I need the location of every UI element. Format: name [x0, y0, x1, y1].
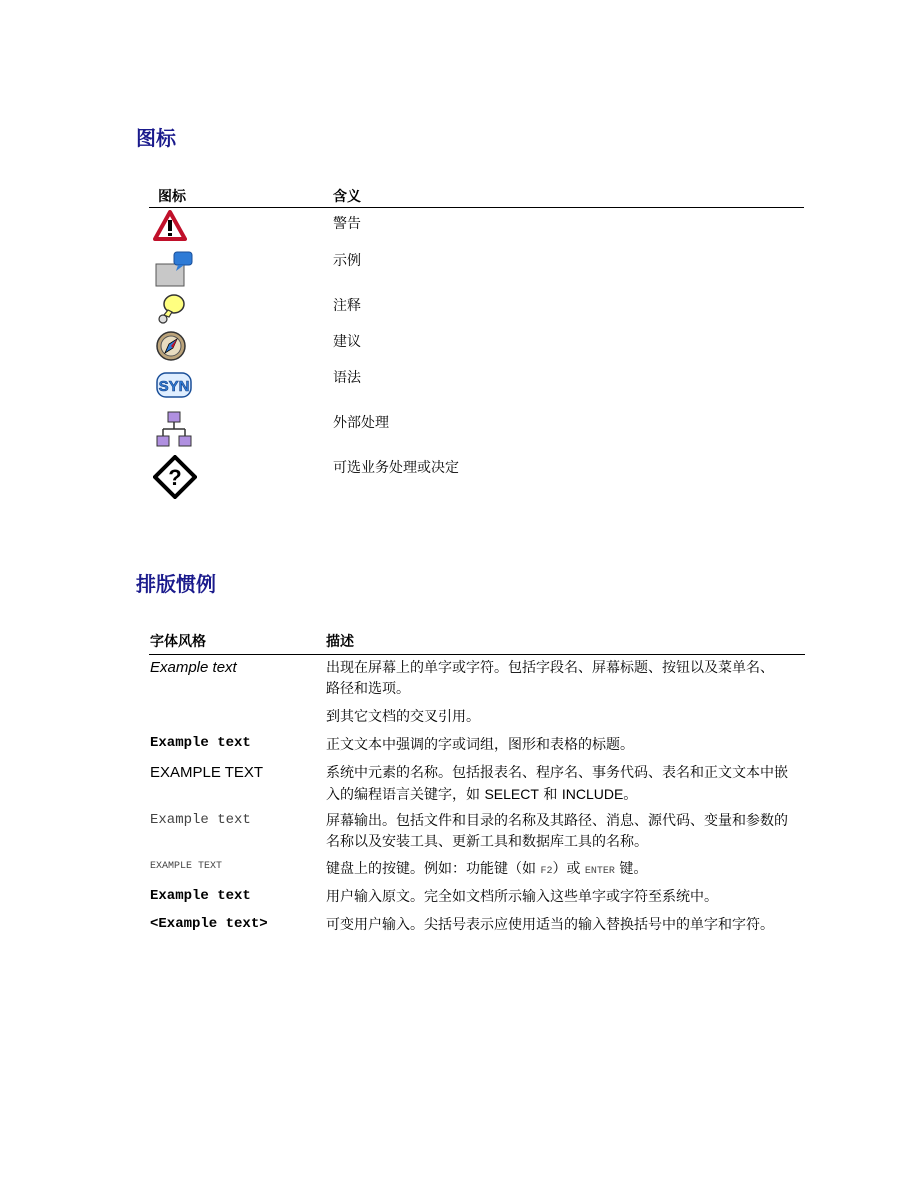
recommendation-icon: [155, 330, 187, 366]
note-icon: [156, 293, 186, 329]
conventions-section-title: 排版惯例: [136, 572, 216, 596]
icon-label-recommendation: 建议: [333, 334, 361, 350]
business-decision-icon: [153, 455, 197, 503]
desc-screen-output: 屏幕输出。包括文件和目录的名称及其路径、消息、源代码、变量和参数的名称以及安装工具、更新工具和数据库工具的名称。: [326, 813, 788, 850]
desc-variable-input: 可变用户输入。尖括号表示应使用适当的输入替换括号中的单字和字符。: [326, 917, 774, 933]
icon-label-warning: 警告: [333, 216, 361, 232]
icons-section-title: 图标: [136, 126, 176, 150]
style-example-keys: EXAMPLE TEXT: [150, 861, 223, 872]
conventions-header-desc: 描述: [326, 634, 354, 650]
external-process-icon: [155, 410, 195, 454]
desc-keys: 键盘上的按键。例如：功能键（如 F2）或 ENTER 键。: [326, 861, 648, 877]
icon-label-note: 注释: [333, 298, 361, 314]
warning-icon: [153, 210, 187, 246]
icons-header-icon: 图标: [158, 189, 186, 205]
svg-text:?: ?: [168, 465, 182, 490]
style-example-emphasis: Example text: [150, 735, 251, 751]
icon-label-external-process: 外部处理: [333, 415, 389, 431]
style-example-italic: Example text: [150, 659, 237, 676]
example-icon: [154, 250, 196, 294]
icon-label-example: 示例: [333, 253, 361, 269]
style-example-mono: Example text: [150, 812, 251, 828]
desc-cross-reference: 到其它文档的交叉引用。: [326, 709, 480, 725]
desc-screen-text: 出现在屏幕上的单字或字符。包括字段名、屏幕标题、按钮以及菜单名、路径和选项。: [326, 660, 774, 697]
desc-user-input: 用户输入原文。完全如文档所示输入这些单字或字符至系统中。: [326, 889, 718, 905]
style-example-user-input: Example text: [150, 888, 251, 904]
desc-emphasis: 正文文本中强调的字或词组，图形和表格的标题。: [326, 737, 634, 753]
style-example-caps: EXAMPLE TEXT: [150, 764, 264, 781]
icon-label-business-decision: 可选业务处理或决定: [333, 460, 459, 476]
conventions-header-rule: [149, 654, 805, 655]
conventions-header-style: 字体风格: [150, 634, 206, 650]
icons-header-rule: [149, 207, 804, 208]
icons-header-meaning: 含义: [333, 189, 361, 205]
syntax-icon: [155, 370, 193, 404]
style-example-variable-input: <Example text>: [150, 916, 268, 932]
svg-text:SYN: SYN: [158, 378, 190, 395]
desc-system-elements: 系统中元素的名称。包括报表名、程序名、事务代码、表名和正文文本中嵌入的编程语言关键字，如 SELECT 和 INCLUDE。: [326, 765, 788, 803]
icon-label-syntax: 语法: [333, 370, 361, 386]
